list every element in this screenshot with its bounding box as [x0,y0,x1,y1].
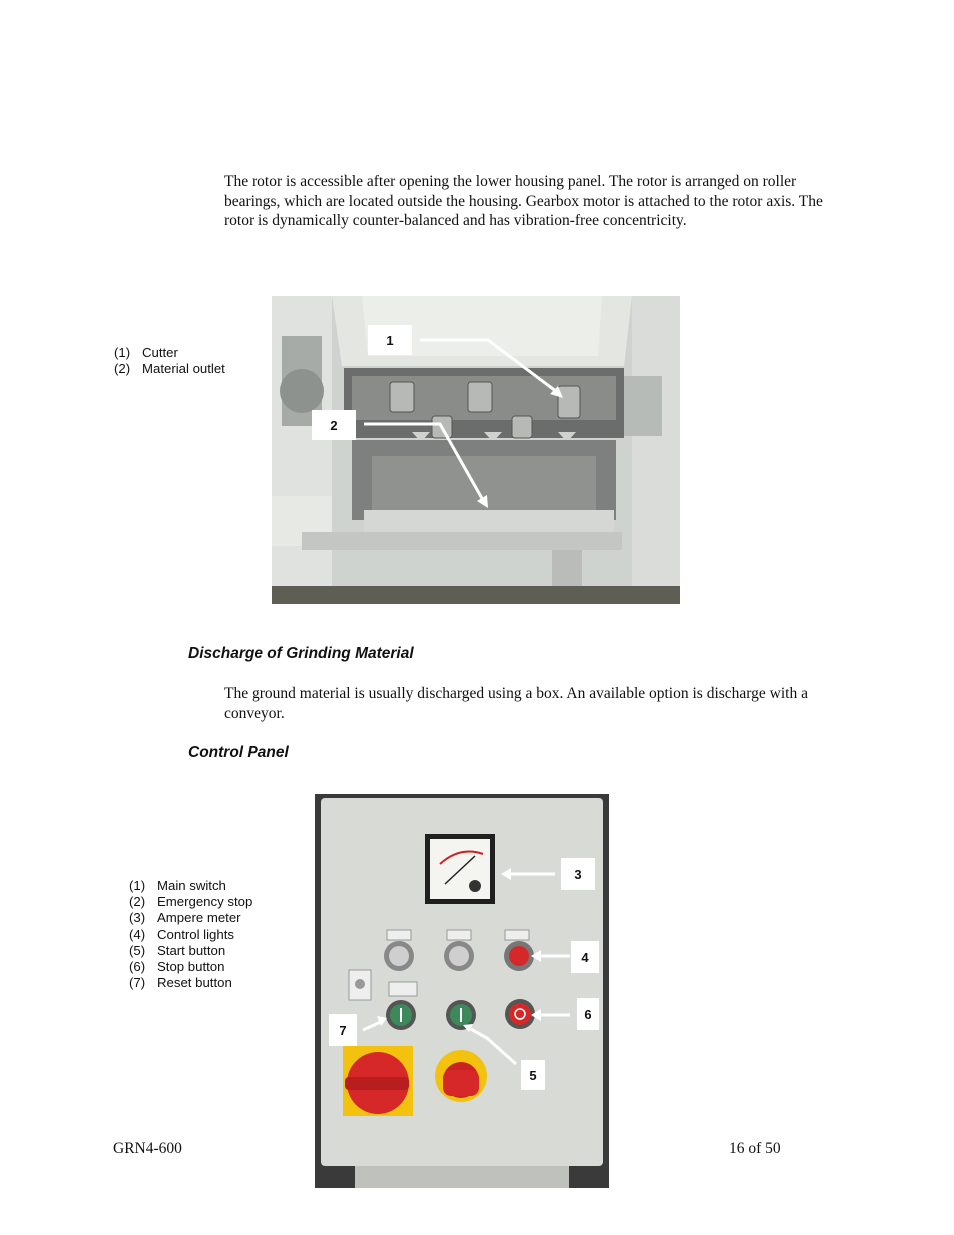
control-panel-legend [129,878,252,991]
legend-item: (6) Stop button [129,959,225,975]
footer-model: GRN4-600 [113,1140,182,1157]
control-panel-illustration [315,794,609,1188]
rotor-photo-illustration [272,296,680,604]
control-panel-photo [315,794,609,1188]
callout-1: 1 [368,325,412,355]
legend-item: (2) Emergency stop [129,894,253,910]
legend-item: (7) Reset button [129,975,232,991]
footer-page-number: 16 of 50 [729,1140,781,1157]
callout-5: 5 [521,1060,545,1090]
rotor-description: The rotor is accessible after opening the lower housing panel. The rotor is arranged on roller bearings, which are located outside the housing. Gearbox motor is attached to the rotor axis. The rotor is dynamically counter-balanced and has vibration-free concentricity. [224,173,823,230]
callout-7: 7 [329,1014,357,1046]
callout-3: 3 [561,858,595,890]
rotor-photo [272,296,680,604]
legend-item: (3) Ampere meter [129,910,241,926]
legend-item: (1) Main switch [129,878,226,893]
rotor-legend [114,345,225,377]
callout-4: 4 [571,941,599,973]
legend-item: (5) Start button [129,942,226,958]
legend-item: (1) Cutter [114,345,178,360]
legend-item: (2) Material outlet [114,361,225,377]
callout-6: 6 [577,998,599,1030]
control-panel-heading: Control Panel [188,744,289,761]
discharge-heading: Discharge of Grinding Material [188,645,414,662]
callout-2: 2 [312,410,356,440]
discharge-description: The ground material is usually discharged using a box. An available option is discharge with a conveyor. [224,685,808,722]
legend-item: (4) Control lights [129,926,234,942]
